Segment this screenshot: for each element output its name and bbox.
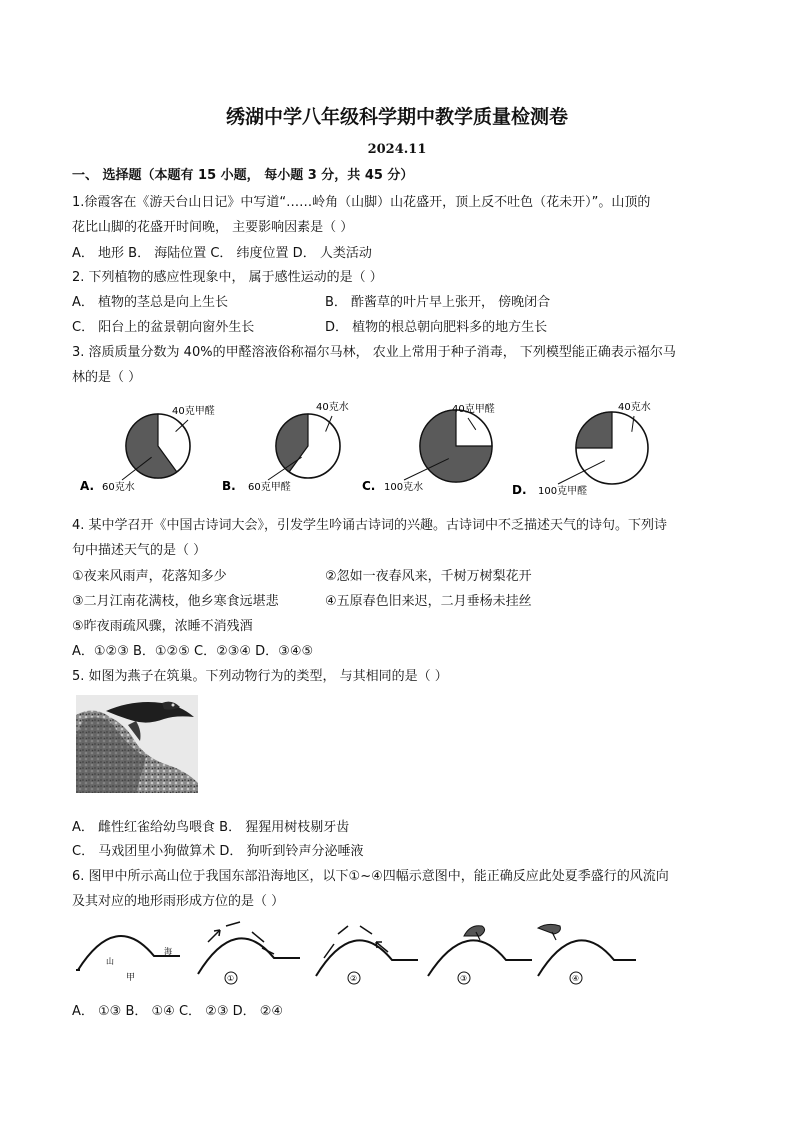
pie-option-4 xyxy=(512,400,651,497)
q6-stem-line1: 6. 图甲中所示高山位于我国东部沿海地区，以下①~④四幅示意图中，能正确反应此处夏季盛行的风流向 xyxy=(72,869,669,884)
q6-options: A． ①③ B． ①④ C． ②③ D． ②④ xyxy=(72,1004,284,1019)
label-n1: ① xyxy=(227,974,235,983)
pie-option-letter: D. xyxy=(512,483,527,497)
exam-title: 绣湖中学八年级科学期中教学质量检测卷 xyxy=(225,106,568,128)
q5-options-row2: C． 马戏团里小狗做算术 D． 狗听到铃声分泌唾液 xyxy=(72,844,364,859)
q4-poem-3: ③二月江南花满枝，他乡寒食远堪悲 xyxy=(72,594,279,609)
q2-option-d: D． 植物的根总朝向肥料多的地方生长 xyxy=(325,320,548,335)
swallow-nest-photo xyxy=(76,695,198,793)
q1-stem-line1: 1.徐霞客在《游天台山日记》中写道“……岭角（山脚）山花盛开，顶上反不吐色（花未开）”。山顶的 xyxy=(72,195,651,210)
label-n4: ④ xyxy=(572,974,580,983)
q5-stem: 5. 如图为燕子在筑巢。下列动物行为的类型， 与其相同的是（ ） xyxy=(72,669,448,684)
pie-option-letter: A. xyxy=(80,479,95,493)
q2-option-b: B． 酢酱草的叶片早上张开， 傍晚闭合 xyxy=(325,295,551,310)
label-n2: ② xyxy=(350,974,358,983)
pie-bottom-label: 60克甲醛 xyxy=(248,482,291,493)
pie-top-label: 40克水 xyxy=(316,402,349,413)
pie-top-label: 40克甲醛 xyxy=(172,406,215,417)
q3-stem-line2: 林的是（ ） xyxy=(72,370,142,385)
q4-stem-line1: 4. 某中学召开《中国古诗词大会》，引发学生吟诵古诗词的兴趣。古诗词中不乏描述天气的诗句。下列诗 xyxy=(72,518,668,533)
pie-option-letter: B. xyxy=(222,479,236,493)
mountain-fig-1 xyxy=(198,922,300,984)
q4-poem-2: ②忽如一夜春风来，千树万树梨花开 xyxy=(325,569,532,584)
pie-shaded-sector xyxy=(576,412,612,448)
q3-stem-line1: 3. 溶质质量分数为 40%的甲醛溶液俗称福尔马林， 农业上常用于种子消毒， 下列模型能正确表示福尔马 xyxy=(72,345,676,360)
label-jia: 甲 xyxy=(126,973,136,983)
mountain-fig-3 xyxy=(428,926,532,984)
pie-option-1 xyxy=(80,404,215,493)
label-n3: ③ xyxy=(460,974,468,983)
pie-bottom-label: 60克水 xyxy=(102,482,135,493)
q4-poem-5: ⑤昨夜雨疏风骤，浓睡不消残酒 xyxy=(72,619,253,634)
mountain-fig-jia xyxy=(76,936,180,983)
q1-options: A． 地形 B． 海陆位置 C． 纬度位置 D． 人类活动 xyxy=(72,246,372,261)
q3-pie-models xyxy=(72,398,732,502)
pie-top-label: 40克甲醛 xyxy=(452,404,495,415)
q6-stem-line2: 及其对应的地形雨形成方位的是（ ） xyxy=(72,894,285,909)
pie-bottom-label: 100克甲醛 xyxy=(538,486,588,497)
q4-options: A．①②③ B．①②⑤ C．②③④ D．③④⑤ xyxy=(72,644,314,659)
q4-poem-1: ①夜来风雨声，花落知多少 xyxy=(72,569,227,584)
section-heading: 一、 选择题（本题有 15 小题， 每小题 3 分，共 45 分） xyxy=(72,168,414,183)
exam-date: 2024.11 xyxy=(367,142,427,157)
q6-mountain-diagrams xyxy=(76,918,636,990)
mountain-fig-2 xyxy=(316,926,418,984)
q2-stem: 2. 下列植物的感应性现象中， 属于感性运动的是（ ） xyxy=(72,270,383,285)
q5-options-row1: A． 雌性红雀给幼鸟喂食 B． 猩猩用树枝剔牙齿 xyxy=(72,820,350,835)
label-mountain: 山 xyxy=(106,957,114,966)
q4-stem-line2: 句中描述天气的是（ ） xyxy=(72,543,207,558)
pie-top-label: 40克水 xyxy=(618,402,651,413)
pie-option-letter: C. xyxy=(362,479,376,493)
pie-bottom-label: 100克水 xyxy=(384,482,424,493)
label-sea: 海 xyxy=(164,947,172,956)
mountain-fig-4 xyxy=(538,924,636,984)
pie-option-3 xyxy=(362,402,495,493)
q4-poem-4: ④五原春色旧来迟，二月垂杨未挂丝 xyxy=(325,594,532,609)
q1-stem-line2: 花比山脚的花盛开时间晚， 主要影响因素是（ ） xyxy=(72,220,354,235)
pie-option-2 xyxy=(222,400,349,493)
q2-option-c: C． 阳台上的盆景朝向窗外生长 xyxy=(72,320,255,335)
q2-option-a: A． 植物的茎总是向上生长 xyxy=(72,295,229,310)
